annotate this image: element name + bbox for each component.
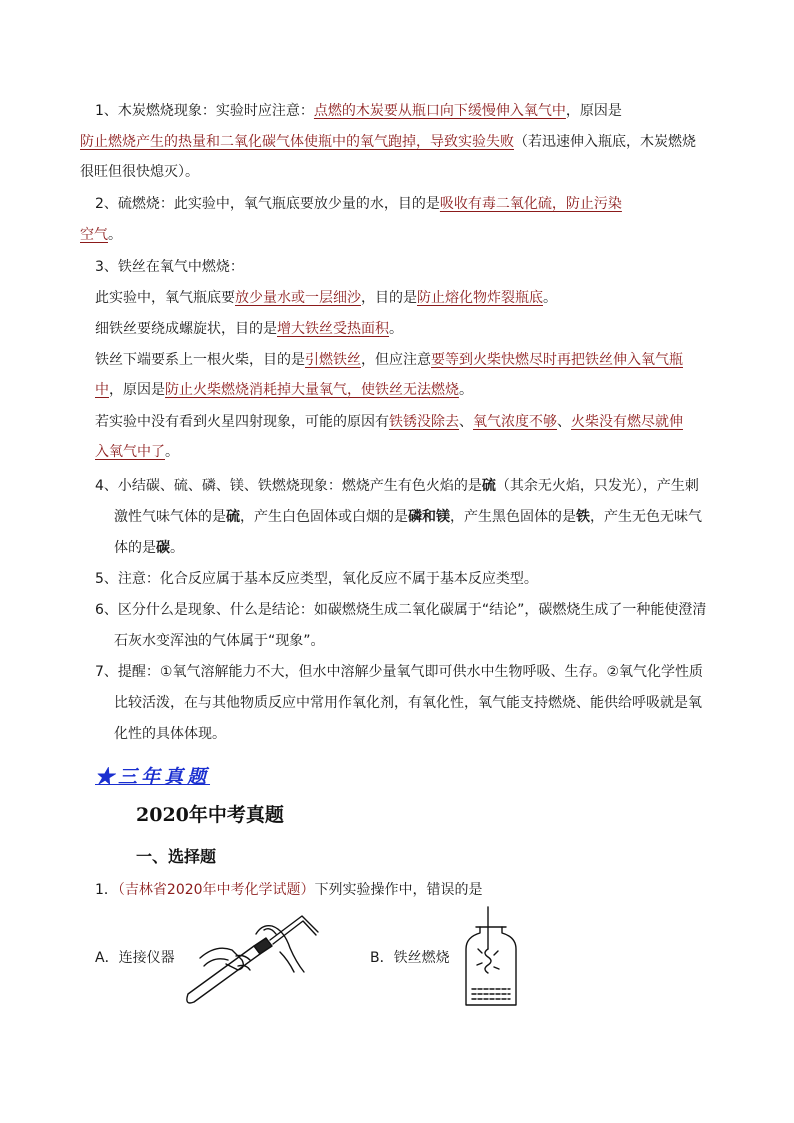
p3-title: 3、铁丝在氧气中燃烧：: [95, 259, 244, 275]
p3-answer: 防止火柴燃烧消耗掉大量氧气，使铁丝无法燃烧: [165, 382, 459, 398]
connect-instrument-figure: [180, 908, 325, 1008]
p4-keyword: 碳: [156, 540, 170, 556]
p2-text: 。: [108, 227, 122, 243]
p4-text: ，产生白色固体或白烟的是: [240, 509, 408, 525]
p3-text: 。: [165, 444, 179, 460]
p4-keyword: 硫: [226, 509, 240, 525]
p1-line1: [95, 101, 622, 121]
p3-sentence1: [95, 288, 557, 308]
p3-sentence4-cont: [95, 442, 179, 462]
p4-text: （其余无火焰，只发光），产生刺: [495, 478, 699, 494]
page-title-2020: 2020年中考真题: [136, 804, 284, 826]
p3-answer: 放少量水或一层细沙: [235, 290, 361, 306]
p4-keyword: 磷和镁: [408, 509, 450, 525]
p3-answer: 火柴没有燃尽就伸: [571, 414, 683, 430]
p3-answer: 铁锈没除去: [389, 414, 459, 430]
p5-line: 5、注意：化合反应属于基本反应类型，氧化反应不属于基本反应类型。: [95, 571, 538, 587]
p3-text: 、: [557, 414, 571, 430]
p2-text: 2、硫燃烧：此实验中，氧气瓶底要放少量的水，目的是: [95, 196, 440, 212]
p3-text: ，目的是: [361, 290, 417, 306]
p3-text: 。: [389, 321, 403, 337]
p4-line1: [95, 476, 699, 496]
p4-text: 。: [170, 540, 184, 556]
p3-answer: 中: [95, 382, 109, 398]
p3-text: ，但应注意: [361, 352, 431, 368]
p3-text: 若实验中没有看到火星四射现象，可能的原因有: [95, 414, 389, 430]
p3-text: 、: [459, 414, 473, 430]
p4-text: 4、小结碳、硫、磷、镁、铁燃烧现象：燃烧产生有色火焰的是: [95, 478, 482, 494]
p4-line3: [114, 538, 184, 558]
p3-sentence2: [95, 319, 403, 339]
p1-line2: [80, 132, 696, 152]
p4-keyword: 铁: [576, 509, 590, 525]
p3-answer: 引燃铁丝: [305, 352, 361, 368]
p3-answer: 防止熔化物炸裂瓶底: [417, 290, 543, 306]
option-b-label: B．铁丝燃烧: [370, 950, 450, 966]
p3-answer: 入氧气中了: [95, 444, 165, 460]
p1-line3: 很旺但很快熄灭）。: [80, 164, 199, 180]
p3-text: 铁丝下端要系上一根火柴，目的是: [95, 352, 305, 368]
p3-sentence3-cont: [95, 380, 473, 400]
p3-answer: 增大铁丝受热面积: [277, 321, 389, 337]
p7-line3: 化性的具体体现。: [114, 726, 226, 742]
p2-answer-cont: 空气: [80, 227, 108, 243]
p3-sentence4: [95, 412, 683, 432]
p3-text: 。: [459, 382, 473, 398]
p3-text: 。: [543, 290, 557, 306]
p2-line2: [80, 225, 122, 245]
p7-line2: 比较活泼，在与其他物质反应中常用作氧化剂，有氧化性，氧气能支持燃烧、能供给呼吸就是氧: [114, 695, 702, 711]
p6-line1: 6、区分什么是现象、什么是结论：如碳燃烧生成二氧化碳属于“结论”，碳燃烧生成了一种能使澄清: [95, 602, 707, 618]
p7-line1: 7、提醒：①氧气溶解能力不大，但水中溶解少量氧气即可供水中生物呼吸、生存。②氧气化学性质: [95, 664, 704, 680]
p2-answer: 吸收有毒二氧化硫，防止污染: [439, 196, 622, 212]
p1-answer-1: 点燃的木炭要从瓶口向下缓慢伸入氧气中: [313, 103, 566, 119]
iron-wire-burning-figure: [458, 905, 524, 1009]
p4-text: 激性气味气体的是: [114, 509, 226, 525]
p2-line1: [95, 194, 622, 214]
p1-text: ，原因是: [565, 103, 622, 119]
p3-text: 此实验中，氧气瓶底要: [95, 290, 235, 306]
p1-answer-2: 防止燃烧产生的热量和二氧化碳气体使瓶中的氧气跑掉，导致实验失败: [80, 134, 514, 150]
section-heading-three-year: ★三年真题: [95, 766, 211, 788]
option-a-label: A．连接仪器: [95, 950, 175, 966]
p4-keyword: 硫: [481, 478, 496, 494]
p3-sentence3: [95, 350, 683, 370]
p4-text: ，产生无色无味气: [590, 509, 702, 525]
question-source: （吉林省2020年中考化学试题）: [117, 882, 315, 898]
p1-text: 1、木炭燃烧现象：实验时应注意：: [95, 103, 314, 119]
p4-line2: [114, 507, 702, 527]
p3-text: ，原因是: [109, 382, 165, 398]
p3-answer: 要等到火柴快燃尽时再把铁丝伸入氧气瓶: [431, 352, 683, 368]
question-stem: 下列实验操作中，错误的是: [314, 882, 483, 898]
p3-answer: 氧气浓度不够: [473, 414, 557, 430]
p4-text: ，产生黑色固体的是: [450, 509, 576, 525]
section-heading-choice: 一、选择题: [136, 847, 217, 866]
question-number: 1．: [95, 882, 118, 898]
question-1: [95, 880, 483, 900]
p1-text: （若迅速伸入瓶底，木炭燃烧: [514, 134, 696, 150]
p6-line2: 石灰水变浑浊的气体属于“现象”。: [114, 633, 325, 649]
p3-text: 细铁丝要绕成螺旋状，目的是: [95, 321, 277, 337]
p4-text: 体的是: [114, 540, 156, 556]
